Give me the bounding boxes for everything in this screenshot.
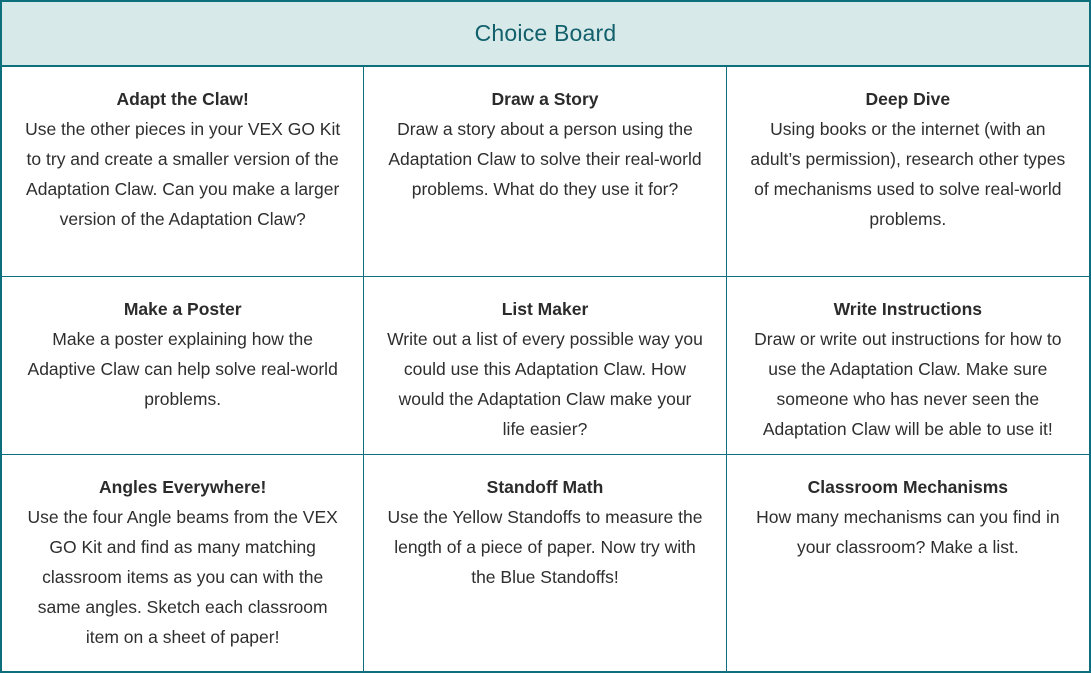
cell-make-a-poster (2, 277, 364, 455)
cell-title: Angles Everywhere! (99, 477, 267, 497)
cell-text: Use the four Angle beams from the VEX GO Kit and find as many matching classroom items as you can with the same angles. Sketch each classroom item on a sheet of paper! (27, 507, 338, 647)
cell-angles-everywhere (2, 455, 364, 671)
cell-title: Deep Dive (865, 89, 951, 109)
cell-standoff-math (364, 455, 726, 671)
page-title: Choice Board (474, 20, 617, 46)
cell-list-maker (364, 277, 726, 455)
cell-text: How many mechanisms can you find in your classroom? Make a list. (756, 507, 1060, 557)
cell-text: Draw a story about a person using the Adaptation Claw to solve their real-world problems. What do they use it for? (388, 119, 702, 199)
cell-text: Use the other pieces in your VEX GO Kit to try and create a smaller version of the Adaptation Claw. Can you make a larger version of the Adaptation Claw? (25, 119, 341, 229)
cell-draw-a-story (364, 67, 726, 277)
cell-classroom-mechanisms (727, 455, 1089, 671)
cell-write-instructions (727, 277, 1089, 455)
cell-title: Write Instructions (833, 299, 983, 319)
choice-board-grid (2, 67, 1089, 671)
cell-deep-dive (727, 67, 1089, 277)
cell-title: Make a Poster (123, 299, 242, 319)
cell-title: Adapt the Claw! (116, 89, 249, 109)
cell-title: Draw a Story (491, 89, 599, 109)
cell-text: Draw or write out instructions for how to use the Adaptation Claw. Make sure someone who has never seen the Adaptation Claw will be able to use it! (754, 329, 1062, 439)
cell-adapt-the-claw (2, 67, 364, 277)
cell-title: Standoff Math (486, 477, 604, 497)
cell-text: Using books or the internet (with an adult’s permission), research other types of mechanisms used to solve real-world problems. (750, 119, 1066, 229)
cell-text: Make a poster explaining how the Adaptive Claw can help solve real-world problems. (27, 329, 338, 409)
cell-text: Use the Yellow Standoffs to measure the length of a piece of paper. Now try with the Blue Standoffs! (387, 507, 703, 587)
cell-title: Classroom Mechanisms (807, 477, 1008, 497)
cell-title: List Maker (501, 299, 589, 319)
choice-board-header (2, 2, 1089, 67)
cell-text: Write out a list of every possible way you could use this Adaptation Claw. How would the Adaptation Claw make your life easier? (387, 329, 703, 439)
